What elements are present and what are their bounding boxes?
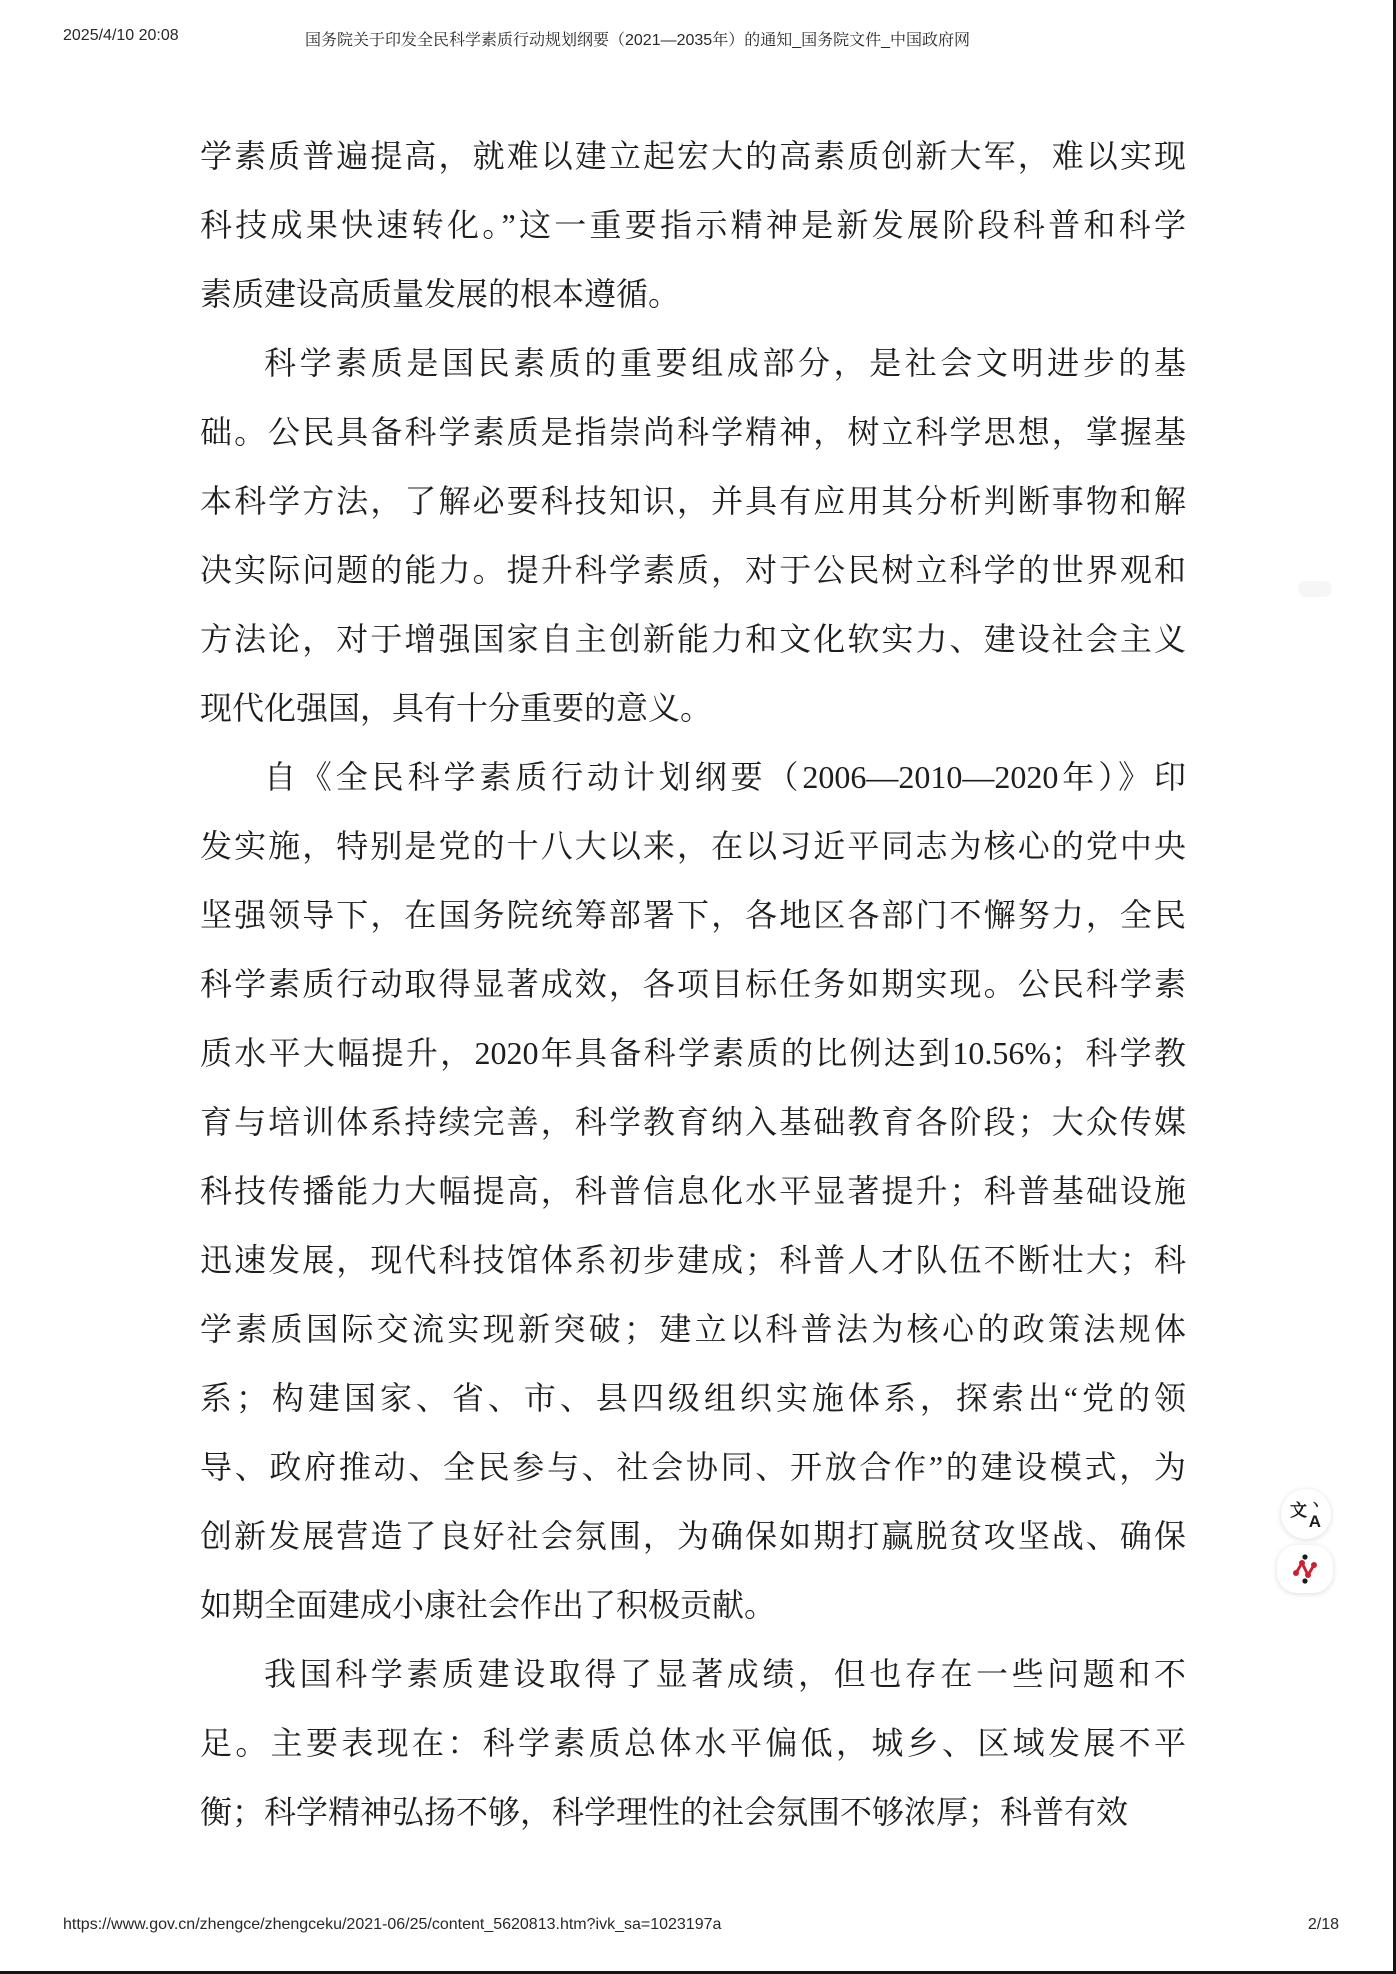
header-timestamp: 2025/4/10 20:08 <box>63 27 179 44</box>
body-text-line: 学素质普遍提高，就难以建立起宏大的高素质创新大军，难以实现 <box>200 138 1186 174</box>
body-text-line: 本科学方法，了解必要科技知识，并具有应用其分析判断事物和解 <box>200 483 1186 519</box>
body-text-line: 科技传播能力大幅提高，科普信息化水平显著提升；科普基础设施 <box>200 1173 1186 1209</box>
body-text-line: 系；构建国家、省、市、县四级组织实施体系，探索出“党的领 <box>200 1380 1186 1416</box>
collapsed-widget-tab[interactable] <box>1298 581 1332 597</box>
body-text-line: 衡；科学精神弘扬不够，科学理性的社会氛围不够浓厚；科普有效 <box>200 1794 1129 1830</box>
body-text-line: 创新发展营造了良好社会氛围，为确保如期打赢脱贫攻坚战、确保 <box>200 1518 1186 1554</box>
body-text-line: 决实际问题的能力。提升科学素质，对于公民树立科学的世界观和 <box>200 552 1186 588</box>
body-text-line: 科学素质行动取得显著成效，各项目标任务如期实现。公民科学素 <box>200 966 1186 1002</box>
footer-page-indicator: 2/18 <box>1307 1916 1339 1933</box>
body-text-line: 迅速发展，现代科技馆体系初步建成；科普人才队伍不断壮大；科 <box>200 1242 1186 1278</box>
body-text-line: 学素质国际交流实现新突破；建立以科普法为核心的政策法规体 <box>200 1311 1186 1347</box>
body-text-line: 如期全面建成小康社会作出了积极贡献。 <box>200 1587 777 1623</box>
body-text-line: 足。主要表现在：科学素质总体水平偏低，城乡、区域发展不平 <box>200 1725 1186 1761</box>
document-body-text <box>200 122 1186 1847</box>
footer-url: https://www.gov.cn/zhengce/zhengceku/2021-06/25/content_5620813.htm?ivk_sa=1023197a <box>63 1916 722 1933</box>
header-document-title: 国务院关于印发全民科学素质行动规划纲要（2021—2035年）的通知_国务院文件_中国政府网 <box>305 32 970 49</box>
body-text-line: 科技成果快速转化。”这一重要指示精神是新发展阶段科普和科学 <box>200 207 1186 243</box>
body-text-line: 础。公民具备科学素质是指崇尚科学精神，树立科学思想，掌握基 <box>200 414 1186 450</box>
body-text-line: 导、政府推动、全民参与、社会协同、开放合作”的建设模式，为 <box>200 1449 1186 1485</box>
body-text-line: 育与培训体系持续完善，科学教育纳入基础教育各阶段；大众传媒 <box>200 1104 1186 1140</box>
translate-button[interactable] <box>1281 1489 1331 1539</box>
body-text-line: 素质建设高质量发展的根本遵循。 <box>200 276 681 312</box>
body-text-line: 坚强领导下，在国务院统筹部署下，各地区各部门不懈努力，全民 <box>200 897 1186 933</box>
body-text-line: 自《全民科学素质行动计划纲要（2006—2010—2020年）》印 <box>264 759 1186 795</box>
node-network-icon <box>1289 1553 1321 1585</box>
body-text-line: 我国科学素质建设取得了显著成绩，但也存在一些问题和不 <box>264 1656 1186 1692</box>
translate-icon: 文 ヽ A <box>1290 1497 1323 1531</box>
body-text-line: 科学素质是国民素质的重要组成部分，是社会文明进步的基 <box>264 345 1186 381</box>
body-text-line: 发实施，特别是党的十八大以来，在以习近平同志为核心的党中央 <box>200 828 1186 864</box>
body-text-line: 方法论，对于增强国家自主创新能力和文化软实力、建设社会主义 <box>200 621 1186 657</box>
extension-button[interactable] <box>1277 1545 1333 1593</box>
body-text-line: 质水平大幅提升，2020年具备科学素质的比例达到10.56%；科学教 <box>200 1035 1186 1071</box>
body-text-line: 现代化强国，具有十分重要的意义。 <box>200 690 713 726</box>
